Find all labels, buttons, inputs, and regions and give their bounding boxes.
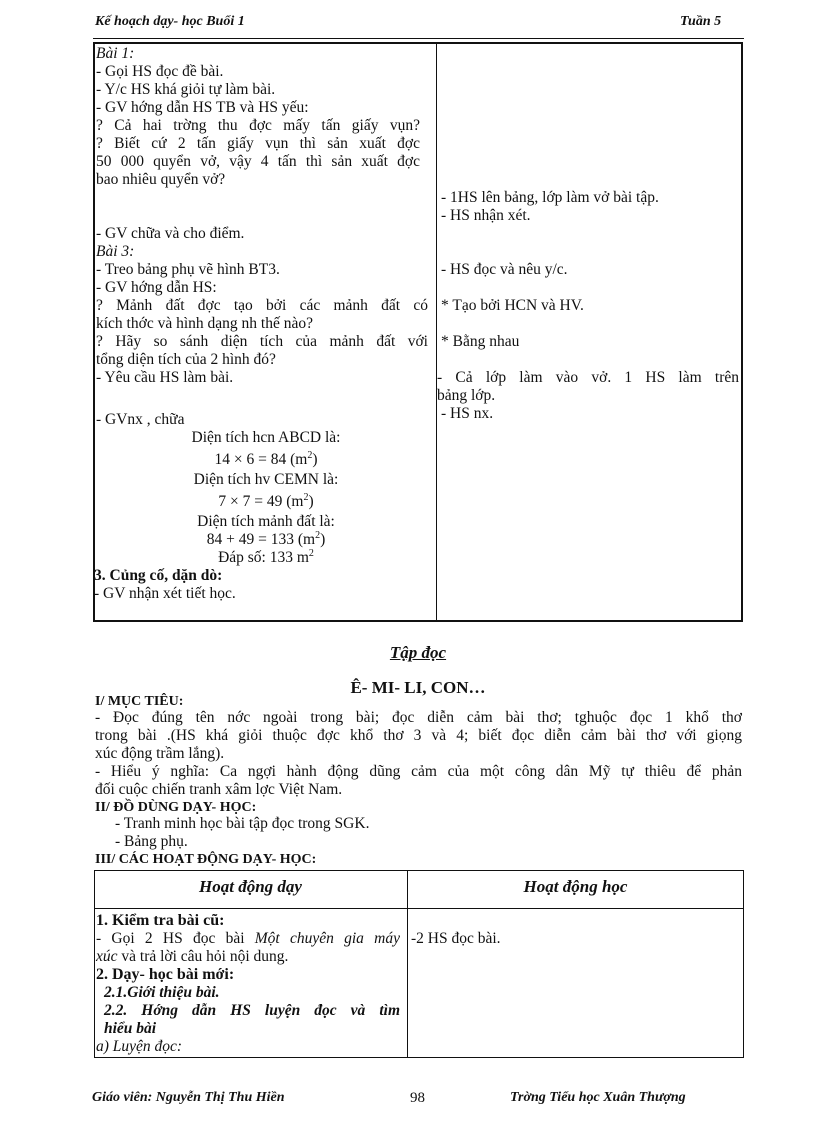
material-item: - Bảng phụ. <box>115 833 188 850</box>
teacher-step: - Treo bảng phụ vẽ hình BT3. <box>96 261 280 278</box>
teacher-step: - GVnx , chữa <box>96 411 185 428</box>
page-number: 98 <box>410 1090 425 1106</box>
objective-line: đối cuộc chiến tranh xâm lợc Việt Nam. <box>95 781 343 798</box>
upper-table-divider <box>436 42 437 622</box>
solution-answer <box>96 549 436 567</box>
reading-title: xúc <box>96 948 118 965</box>
teacher-step: - GV nhận xét tiết học. <box>94 585 236 602</box>
page-header-right: Tuần 5 <box>680 14 722 29</box>
close-paren: ) <box>308 493 314 510</box>
footer-teacher: Giáo viên: Nguyễn Thị Thu Hiền <box>92 1090 285 1105</box>
section-heading: 1. Kiểm tra bài cũ: <box>96 912 225 929</box>
objective-line: - Hiểu ý nghĩa: Ca ngợi hành động dũng cảm của một công dân Mỹ tự thiêu để phản <box>95 763 742 780</box>
column-header-student: Hoạt động học <box>523 877 628 896</box>
activities-heading: III/ CÁC HOẠT ĐỘNG DẠY- HỌC: <box>95 852 317 867</box>
objective-line: xúc động trầm lắng). <box>95 745 225 762</box>
student-step: - HS đọc và nêu y/c. <box>441 261 568 278</box>
subsection-heading: 2.2. Hớng dẫn HS luyện đọc và tìm <box>104 1002 400 1019</box>
solution-expression: 7 × 7 = 49 (m <box>218 493 304 510</box>
section-heading: 3. Củng cố, dặn dò: <box>94 567 223 584</box>
subsection-heading: hiểu bài <box>104 1020 157 1037</box>
student-step: -2 HS đọc bài. <box>411 930 501 947</box>
teacher-question: ? Hãy so sánh diện tích của mảnh đất với <box>96 333 428 350</box>
student-step: bảng lớp. <box>437 387 496 404</box>
teacher-question: 50 000 quyển vở, vậy 4 tấn thì sản xuất đợc <box>96 153 420 170</box>
section-heading: 2. Dạy- học bài mới: <box>96 966 235 983</box>
student-step: - HS nx. <box>441 405 494 422</box>
solution-line: Diện tích hcn ABCD là: <box>191 429 341 446</box>
superscript: 2 <box>308 548 314 559</box>
superscript: 2 <box>315 530 321 541</box>
lesson-title: Ê- MI- LI, CON… <box>350 678 486 697</box>
objective-line: trong bài .(HS khá giỏi thuộc đợc khổ thơ 3 và 4; biết đọc diễn cảm bài thơ với giọng <box>95 727 742 744</box>
solution-line: Diện tích hv CEMN là: <box>193 471 339 488</box>
solution-expression: 84 + 49 = 133 (m <box>206 531 316 548</box>
student-step: - Cả lớp làm vào vở. 1 HS làm trên <box>437 369 739 386</box>
solution-line <box>96 531 436 549</box>
solution-line <box>96 493 436 511</box>
solution-expression: 14 × 6 = 84 (m <box>214 451 308 468</box>
header-rule <box>93 38 744 39</box>
solution-line <box>96 451 436 469</box>
reading-title: Một chuyên gia máy <box>254 930 400 947</box>
lower-table-divider <box>407 870 408 1058</box>
teacher-question: ? Biết cứ 2 tấn giấy vụn thì sản xuất đợc <box>96 135 420 152</box>
objectives-heading: I/ MỤC TIÊU: <box>95 694 184 709</box>
teacher-step <box>96 948 288 966</box>
materials-heading: II/ ĐỒ DÙNG DẠY- HỌC: <box>95 800 257 815</box>
answer-text: Đáp số: 133 m <box>218 549 309 566</box>
teacher-step: - Yêu cầu HS làm bài. <box>96 369 234 386</box>
student-step: * Tạo bởi HCN và HV. <box>441 297 584 314</box>
superscript: 2 <box>303 492 309 503</box>
teacher-question: kích thớc và hình dạng nh thế nào? <box>96 315 313 332</box>
step-text: - Gọi 2 HS đọc bài <box>96 930 255 947</box>
student-step: - 1HS lên bảng, lớp làm vở bài tập. <box>441 189 659 206</box>
teacher-step: - GV hớng dẫn HS: <box>96 279 217 296</box>
subsection-heading: a) Luyện đọc: <box>96 1038 183 1055</box>
teacher-step: - Y/c HS khá giỏi tự làm bài. <box>96 81 276 98</box>
step-text: và trả lời câu hỏi nội dung. <box>117 948 289 965</box>
exercise-3-heading: Bài 3: <box>96 243 135 260</box>
teacher-question: tổng diện tích của 2 hình đó? <box>96 351 276 368</box>
teacher-question: bao nhiêu quyển vở? <box>96 171 226 188</box>
solution-line: Diện tích mảnh đất là: <box>197 513 335 530</box>
exercise-1-heading: Bài 1: <box>96 45 135 62</box>
teacher-step <box>96 930 400 948</box>
close-paren: ) <box>320 531 326 548</box>
teacher-question: ? Cả hai trờng thu đợc mấy tấn giấy vụn? <box>96 117 420 134</box>
teacher-step: - GV hớng dẫn HS TB và HS yếu: <box>96 99 309 116</box>
close-paren: ) <box>312 451 318 468</box>
student-step: - HS nhận xét. <box>441 207 531 224</box>
lower-table-header-rule <box>94 908 744 909</box>
footer-school: Trờng Tiểu học Xuân Thượng <box>510 1090 686 1105</box>
teacher-step: - GV chữa và cho điểm. <box>96 225 245 242</box>
subsection-heading: 2.1.Giới thiệu bài. <box>104 984 220 1001</box>
teacher-step: - Gọi HS đọc đề bài. <box>96 63 224 80</box>
superscript: 2 <box>307 450 313 461</box>
student-step: * Bằng nhau <box>441 333 520 350</box>
page-header-left: Kế hoạch dạy- học Buổi 1 <box>95 14 245 29</box>
lesson-subject: Tập đọc <box>389 643 447 662</box>
column-header-teacher: Hoạt động dạy <box>199 877 302 896</box>
material-item: - Tranh minh học bài tập đọc trong SGK. <box>115 815 370 832</box>
teacher-question: ? Mảnh đất đợc tạo bởi các mảnh đất có <box>96 297 428 314</box>
objective-line: - Đọc đúng tên nớc ngoài trong bài; đọc diễn cảm bài thơ; tghuộc đọc 1 khổ thơ <box>95 709 742 726</box>
